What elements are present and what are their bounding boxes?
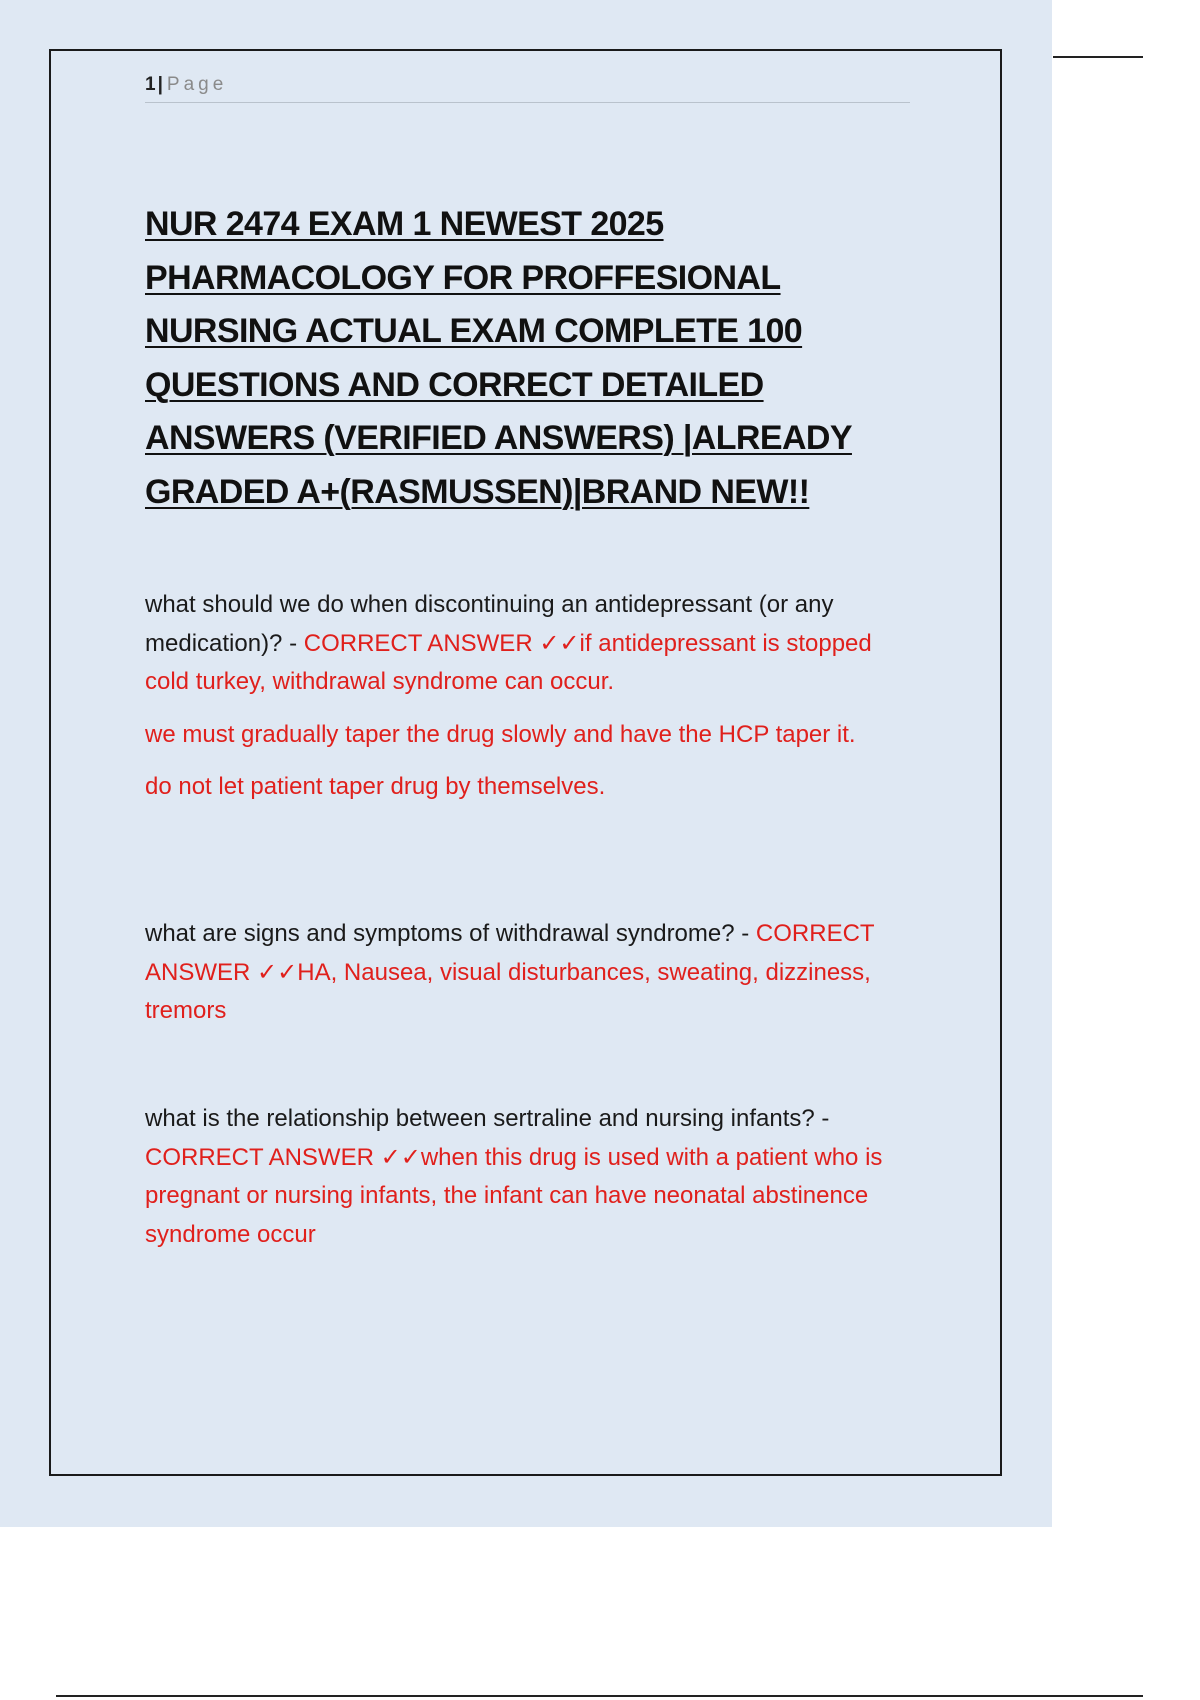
answer-label: CORRECT ANSWER ✓✓ <box>145 920 875 986</box>
page-header <box>145 74 910 103</box>
page-label: Page <box>166 74 228 95</box>
answer-paragraph: do not let patient taper drug by themselves. <box>145 773 606 800</box>
document-title: NUR 2474 EXAM 1 NEWEST 2025 PHARMACOLOGY FOR PROFFESIONAL NURSING ACTUAL EXAM COMPLETE 100 QUESTIONS AND CORRECT DETAILED ANSWERS (VERIFIED ANSWERS) |ALREADY GRADED A+(RASMUSSEN)|BRAND NEW!! <box>145 205 852 511</box>
answer-text: if antidepressant is stopped cold turkey, withdrawal syndrome can occur. <box>145 629 872 695</box>
question-text: what are signs and symptoms of withdrawal syndrome? - <box>145 920 756 947</box>
header-rule <box>1053 56 1143 58</box>
question-text: what is the relationship between sertraline and nursing infants? - <box>145 1105 830 1132</box>
page-separator: | <box>157 74 163 95</box>
qa-item-1 <box>145 586 910 807</box>
answer-paragraph: we must gradually taper the drug slowly and have the HCP taper it. <box>145 720 856 748</box>
answer-label: CORRECT ANSWER ✓✓ <box>303 629 580 657</box>
answer-text: HA, Nausea, visual disturbances, sweating, dizziness, tremors <box>145 958 871 1024</box>
qa-item-3 <box>145 1100 910 1254</box>
bottom-rule <box>56 1695 1143 1697</box>
page-number: 1 <box>145 74 156 95</box>
qa-item-2 <box>145 915 910 1031</box>
question-text: what should we do when discontinuing an antidepressant (or any medication)? - <box>145 591 834 657</box>
answer-label: CORRECT ANSWER ✓✓ <box>145 1143 421 1171</box>
answer-text: when this drug is used with a patient who is pregnant or nursing infants, the infant can have neonatal abstinence syndrome occur <box>145 1143 883 1248</box>
